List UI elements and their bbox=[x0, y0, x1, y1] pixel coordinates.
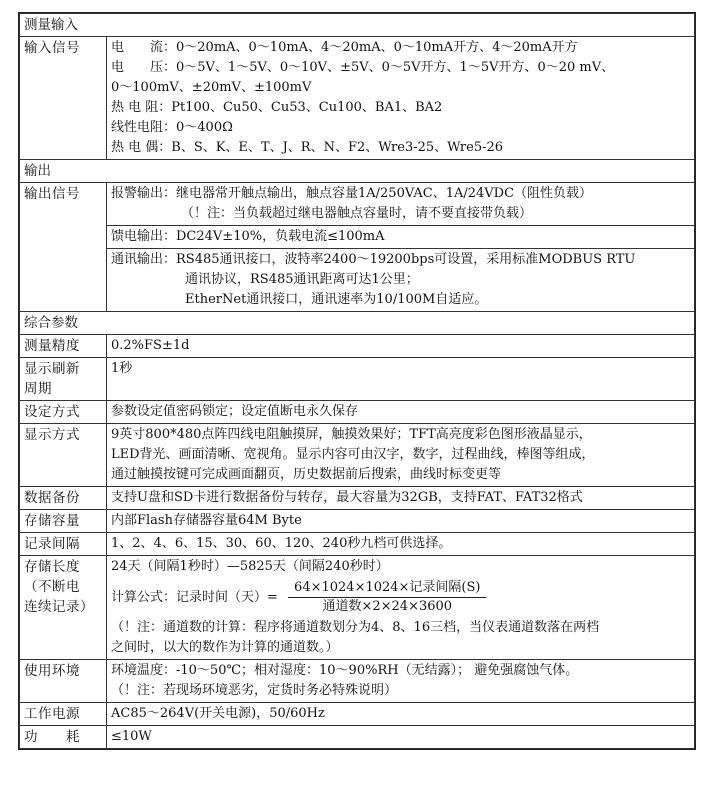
row-refresh bbox=[20, 358, 695, 401]
alarm-output: 报警输出：继电器常开触点输出，触点容量1A/250VAC、1A/24VDC（阻性负载） bbox=[111, 186, 593, 201]
row-label: 测量精度 bbox=[20, 335, 107, 358]
row-output-alarm bbox=[20, 183, 695, 226]
row-value: 1、2、4、6、15、30、60、120、240秒九档可供选择。 bbox=[107, 533, 695, 556]
formula-prefix: 计算公式：记录时间（天）= bbox=[111, 590, 278, 605]
section-output bbox=[20, 160, 695, 183]
row-display bbox=[20, 424, 695, 487]
row-value bbox=[107, 183, 695, 226]
formula-numerator: 64×1024×1024×记录间隔(S) bbox=[288, 579, 486, 598]
row-environment bbox=[20, 660, 695, 703]
row-consumption bbox=[20, 726, 695, 749]
row-label: 显示方式 bbox=[20, 424, 107, 487]
display-line-3: 通过触摸按键可完成画面翻页，历史数据前后搜索，曲线时标变更等 bbox=[111, 467, 502, 482]
section-title: 输出 bbox=[20, 160, 695, 183]
input-linear-resistance: 线性电阻：0～400Ω bbox=[111, 120, 233, 135]
spec-table bbox=[19, 13, 695, 749]
row-value bbox=[107, 249, 695, 312]
row-setting bbox=[20, 401, 695, 424]
row-value bbox=[107, 226, 695, 249]
section-measure-input bbox=[20, 14, 695, 37]
section-title: 测量输入 bbox=[20, 14, 695, 37]
row-value bbox=[107, 37, 695, 160]
label-line: 周期 bbox=[24, 381, 52, 397]
length-range: 24天（间隔1秒时）—5825天（间隔240秒时） bbox=[111, 559, 389, 574]
env-line-2: （！注：若现场环境恶劣，定货时务必特殊说明） bbox=[111, 683, 398, 698]
row-power bbox=[20, 703, 695, 726]
row-value: 支持U盘和SD卡进行数据备份与转存，最大容量为32GB，支持FAT、FAT32格式 bbox=[107, 487, 695, 510]
row-storage-length bbox=[20, 556, 695, 660]
row-output-comm bbox=[20, 249, 695, 312]
display-line-2: LED背光、画面清晰、宽视角。显示内容可由汉字，数字，过程曲线，棒图等组成， bbox=[111, 447, 595, 462]
comm-output-2: 通讯协议，RS485通讯距离可达1公里； bbox=[185, 272, 419, 287]
section-general bbox=[20, 312, 695, 335]
row-input-signal bbox=[20, 37, 695, 160]
label-line: 显示刷新 bbox=[24, 361, 80, 377]
row-backup bbox=[20, 487, 695, 510]
feed-output: 馈电输出：DC24V±10%，负载电流≤100mA bbox=[111, 229, 385, 244]
formula-denominator: 通道数×2×24×3600 bbox=[322, 599, 453, 614]
input-voltage-1: 电 压：0～5V、1～5V、0～10V、±5V、0～5V开方、1～5V开方、0～20 mV、 bbox=[111, 60, 615, 75]
row-accuracy bbox=[20, 335, 695, 358]
row-value: 1秒 bbox=[107, 358, 695, 401]
row-value bbox=[107, 660, 695, 703]
row-label bbox=[20, 358, 107, 401]
env-line-1: 环境温度：-10～50℃；相对湿度：10～90%RH（无结露）； 避免强腐蚀气体。 bbox=[111, 663, 579, 678]
row-label: 存储容量 bbox=[20, 510, 107, 533]
row-label: 数据备份 bbox=[20, 487, 107, 510]
row-interval bbox=[20, 533, 695, 556]
row-value: AC85～264V(开关电源)，50/60Hz bbox=[107, 703, 695, 726]
row-value: 参数设定值密码锁定；设定值断电永久保存 bbox=[107, 401, 695, 424]
input-current: 电 流：0～20mA、0～10mA、4～20mA、0～10mA开方、4～20mA开方 bbox=[111, 40, 578, 55]
alarm-note: （！注：当负载超过继电器触点容量时，请不要直接带负载） bbox=[181, 206, 533, 221]
row-output-feed bbox=[20, 226, 695, 249]
formula-fraction bbox=[288, 579, 486, 616]
input-rtd: 热 电 阻：Pt100、Cu50、Cu53、Cu100、BA1、BA2 bbox=[111, 100, 443, 115]
comm-output-1: 通讯输出：RS485通讯接口，波特率2400～19200bps可设置，采用标准MODBUS RTU bbox=[111, 252, 636, 267]
formula bbox=[111, 579, 690, 616]
row-value bbox=[107, 424, 695, 487]
section-title: 综合参数 bbox=[20, 312, 695, 335]
row-label: 使用环境 bbox=[20, 660, 107, 703]
comm-output-3: EtherNet通讯接口，通讯速率为10/100M自适应。 bbox=[185, 292, 488, 307]
row-label: 设定方式 bbox=[20, 401, 107, 424]
row-label bbox=[20, 556, 107, 660]
channel-note-1: （！注：通道数的计算：程序将通道数划分为4、8、16三档，当仪表通道数落在两档 bbox=[111, 620, 600, 635]
input-voltage-2: 0～100mV、±20mV、±100mV bbox=[111, 80, 312, 95]
row-capacity bbox=[20, 510, 695, 533]
label-line: （不断电 bbox=[24, 579, 80, 595]
row-label: 输入信号 bbox=[20, 37, 107, 160]
row-label: 功 耗 bbox=[20, 726, 107, 749]
row-value: 0.2%FS±1d bbox=[107, 335, 695, 358]
row-label: 输出信号 bbox=[20, 183, 107, 312]
row-value: 内部Flash存储器容量64M Byte bbox=[107, 510, 695, 533]
row-label: 工作电源 bbox=[20, 703, 107, 726]
spec-sheet bbox=[18, 12, 696, 750]
row-value: ≤10W bbox=[107, 726, 695, 749]
display-line-1: 9英寸800*480点阵四线电阻触摸屏，触摸效果好；TFT高亮度彩色图形液晶显示， bbox=[111, 427, 592, 442]
input-thermocouple: 热 电 偶：B、S、K、E、T、J、R、N、F2、Wre3-25、Wre5-26 bbox=[111, 140, 504, 155]
channel-note-2: 之间时，以大的数作为计算的通道数。） bbox=[111, 640, 339, 655]
row-value bbox=[107, 556, 695, 660]
label-line: 存储长度 bbox=[24, 559, 80, 575]
label-line: 连续记录） bbox=[24, 599, 94, 615]
row-label: 记录间隔 bbox=[20, 533, 107, 556]
